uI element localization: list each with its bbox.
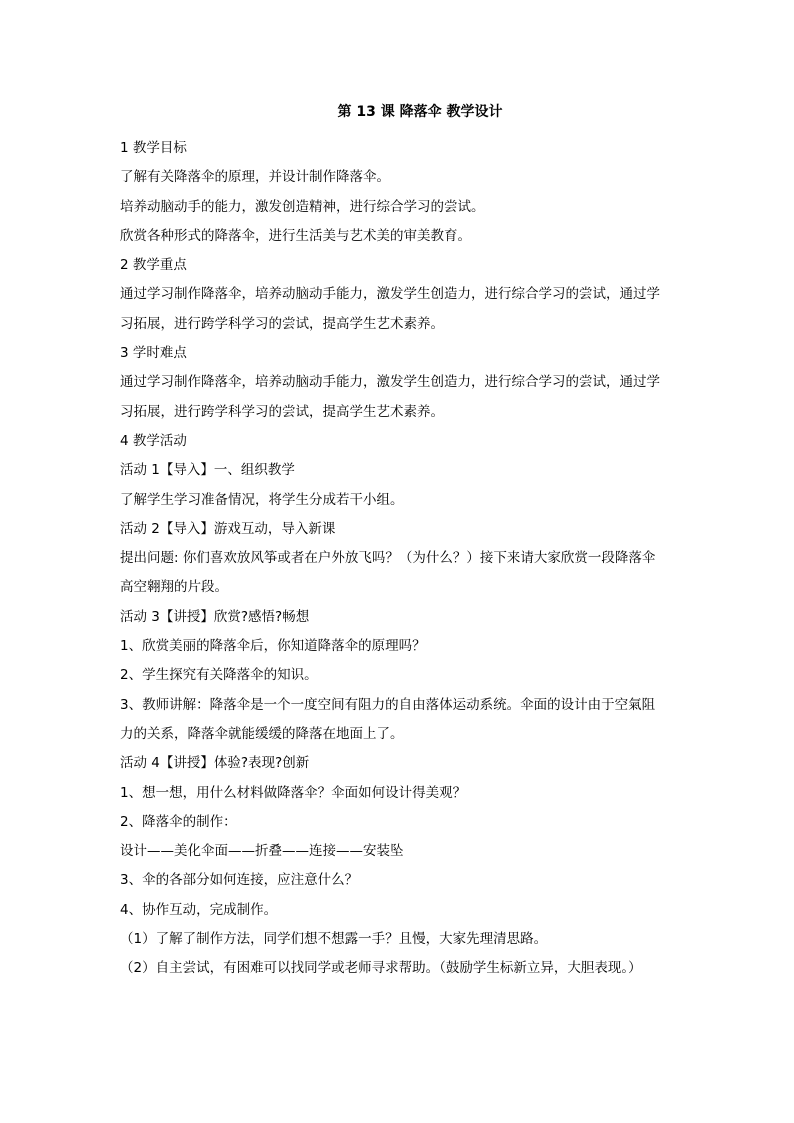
activity-3-line: 力的关系，降落伞就能缓缓的降落在地面上了。 — [120, 725, 404, 742]
activity-2-line: 提出问题: 你们喜欢放风筝或者在户外放飞吗？（为什么？）接下来请大家欣赏一段降落伞 — [120, 550, 656, 567]
activity-4-line: 3、伞的各部分如何连接，应注意什么？ — [120, 872, 359, 889]
activity-3-line: 3、教师讲解：降落伞是一个一度空间有阻力的自由落体运动系统。伞面的设计由于空氣阻 — [120, 696, 656, 713]
activity-4-line: （1）了解了制作方法，同学们想不想露一手？且慢，大家先理清思路。 — [120, 931, 548, 948]
activity-4-line: 2、降落伞的制作： — [120, 813, 237, 830]
objective-line: 欣赏各种形式的降落伞，进行生活美与艺术美的审美教育。 — [120, 227, 471, 244]
heading-difficulties: 3 学时难点 — [120, 345, 187, 362]
activity-4-heading: 活动 4【讲授】体验?表现?创新 — [120, 755, 310, 772]
activity-4-line: 1、想一想，用什么材料做降落伞？伞面如何设计得美观？ — [120, 784, 467, 801]
difficulties-line: 习拓展，进行跨学科学习的尝试，提高学生艺术素养。 — [120, 403, 444, 420]
difficulties-line: 通过学习制作降落伞，培养动脑动手能力，激发学生创造力，进行综合学习的尝试，通过学 — [120, 374, 660, 391]
activity-4-line: （2）自主尝试，有困难可以找同学或老师寻求帮助。（鼓励学生标新立异，大胆表现。） — [120, 960, 642, 977]
activity-2-heading: 活动 2【导入】游戏互动，导入新课 — [120, 520, 336, 537]
heading-objectives: 1 教学目标 — [120, 140, 187, 156]
activity-3-line: 2、学生探究有关降落伞的知识。 — [120, 667, 318, 684]
activity-3-heading: 活动 3【讲授】欣赏?感悟?畅想 — [120, 608, 310, 625]
key-points-line: 通过学习制作降落伞，培养动脑动手能力，激发学生创造力，进行综合学习的尝试，通过学 — [120, 286, 660, 303]
document-body — [120, 134, 680, 984]
objective-line: 培养动脑动手的能力，激发创造精神，进行综合学习的尝试。 — [120, 198, 485, 215]
document-title: 第 13 课 降落伞 教学设计 — [337, 104, 503, 120]
activity-4-line: 4、协作互动，完成制作。 — [120, 901, 278, 918]
activity-4-line: 设计——美化伞面——折叠——连接——安装坠 — [120, 843, 404, 860]
objective-line: 了解有关降落伞的原理，并设计制作降落伞。 — [120, 169, 390, 186]
activity-2-line: 高空翱翔的片段。 — [120, 579, 228, 596]
heading-key-points: 2 教学重点 — [120, 257, 187, 274]
heading-activities: 4 教学活动 — [120, 432, 187, 449]
key-points-line: 习拓展，进行跨学科学习的尝试，提高学生艺术素养。 — [120, 315, 444, 332]
activity-1-heading: 活动 1【导入】一、组织教学 — [120, 462, 295, 479]
activity-3-line: 1、欣赏美丽的降落伞后，你知道降落伞的原理吗？ — [120, 638, 426, 655]
activity-1-line: 了解学生学习准备情况，将学生分成若干小组。 — [120, 491, 404, 508]
document-page — [120, 100, 680, 984]
